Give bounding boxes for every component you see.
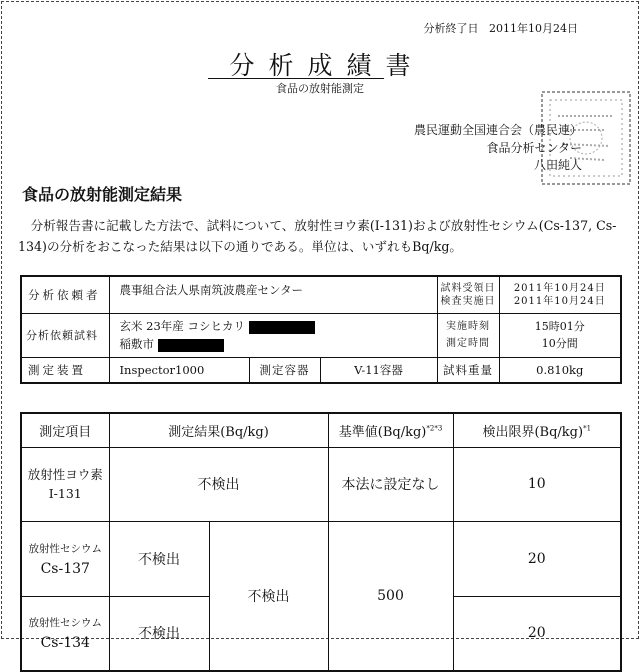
iodine-standard: 本法に設定なし — [328, 447, 453, 521]
inspection-date: 2011年10月24日 — [513, 295, 606, 307]
inspection-label: 検査実施日 — [440, 295, 496, 307]
cs134-result: 不検出 — [109, 596, 209, 671]
iodine-limit: 10 — [453, 447, 621, 521]
issuer-block — [414, 122, 582, 175]
document-title: 分析成績書 — [229, 51, 425, 80]
iodine-result: 不検出 — [109, 447, 328, 521]
section-title: 食品の放射能測定結果 — [22, 185, 183, 204]
cs137-name: 放射性セシウム — [28, 542, 102, 555]
date-labels — [437, 276, 499, 313]
header-limit-note: *1 — [583, 424, 592, 433]
cesium-total-result: 不検出 — [209, 521, 328, 671]
cs134-name: 放射性セシウム — [28, 617, 102, 630]
cs137-item — [21, 521, 109, 596]
device-label: 測定装置 — [21, 357, 109, 383]
received-label: 試料受領日 — [440, 282, 496, 294]
header-standard-text: 基準値(Bq/kg) — [338, 424, 427, 440]
sample-label: 分析依頼試料 — [21, 313, 109, 357]
time-label: 実施時刻 — [446, 321, 491, 332]
table-row — [21, 521, 621, 596]
received-date: 2011年10月24日 — [513, 282, 606, 294]
sample-value — [109, 313, 437, 357]
cs137-code: Cs-137 — [40, 560, 90, 577]
cs137-limit: 20 — [453, 521, 621, 596]
redaction-bar — [158, 339, 224, 352]
results-table — [20, 412, 622, 672]
iodine-code: I-131 — [48, 486, 82, 501]
cs137-result: 不検出 — [109, 521, 209, 596]
info-table — [20, 275, 622, 384]
date-values — [499, 276, 621, 313]
duration-value: 10分間 — [541, 337, 578, 350]
completion-date-line — [424, 20, 579, 36]
time-value: 15時01分 — [534, 320, 585, 333]
requester-label: 分析依頼者 — [21, 276, 109, 313]
time-values — [499, 313, 621, 357]
device-value: Inspector1000 — [109, 357, 249, 383]
issuer-center: 食品分析センター — [486, 140, 582, 155]
header-item: 測定項目 — [21, 413, 109, 447]
cesium-standard: 500 — [328, 521, 453, 671]
iodine-item — [21, 447, 109, 521]
iodine-name: 放射性ヨウ素 — [27, 467, 103, 482]
header-limit-text: 検出限界(Bq/kg) — [482, 424, 584, 440]
cs134-code: Cs-134 — [40, 635, 90, 652]
weight-label: 試料重量 — [437, 357, 499, 383]
document-subtitle: 食品の放射能測定 — [276, 82, 364, 95]
header-standard — [328, 413, 453, 447]
title-underline — [208, 78, 384, 79]
header-result: 測定結果(Bq/kg) — [109, 413, 328, 447]
sample-line2: 稲敷市 — [119, 337, 154, 351]
time-labels — [437, 313, 499, 357]
header-standard-note: *2*3 — [426, 424, 443, 433]
container-label: 測定容器 — [249, 357, 320, 383]
intro-text: 分析報告書に記載した方法で、試料について、放射性ヨウ素(I-131)および放射性セシウム(Cs-137, Cs-134)の分析をおこなった結果は以下の通りである。単位は、いずれもBq/kg。 — [18, 218, 617, 254]
duration-label: 測定時間 — [446, 338, 491, 349]
intro-paragraph — [18, 215, 626, 257]
sample-line1: 玄米 23年産 コシヒカリ — [119, 319, 245, 333]
requester-value: 農事組合法人県南筑波農産センター — [109, 276, 437, 313]
completion-date-label: 分析終了日 — [423, 22, 479, 35]
container-value: V-11容器 — [320, 357, 437, 383]
redaction-bar — [249, 321, 315, 334]
issuer-organization: 農民運動全国連合会（農民連） — [413, 123, 582, 137]
cs134-limit: 20 — [453, 596, 621, 671]
cs134-item — [21, 596, 109, 671]
issuer-person: 八田純人 — [533, 158, 582, 172]
table-row — [21, 447, 621, 521]
header-limit — [453, 413, 621, 447]
completion-date: 2011年10月24日 — [489, 22, 578, 35]
weight-value: 0.810kg — [499, 357, 621, 383]
